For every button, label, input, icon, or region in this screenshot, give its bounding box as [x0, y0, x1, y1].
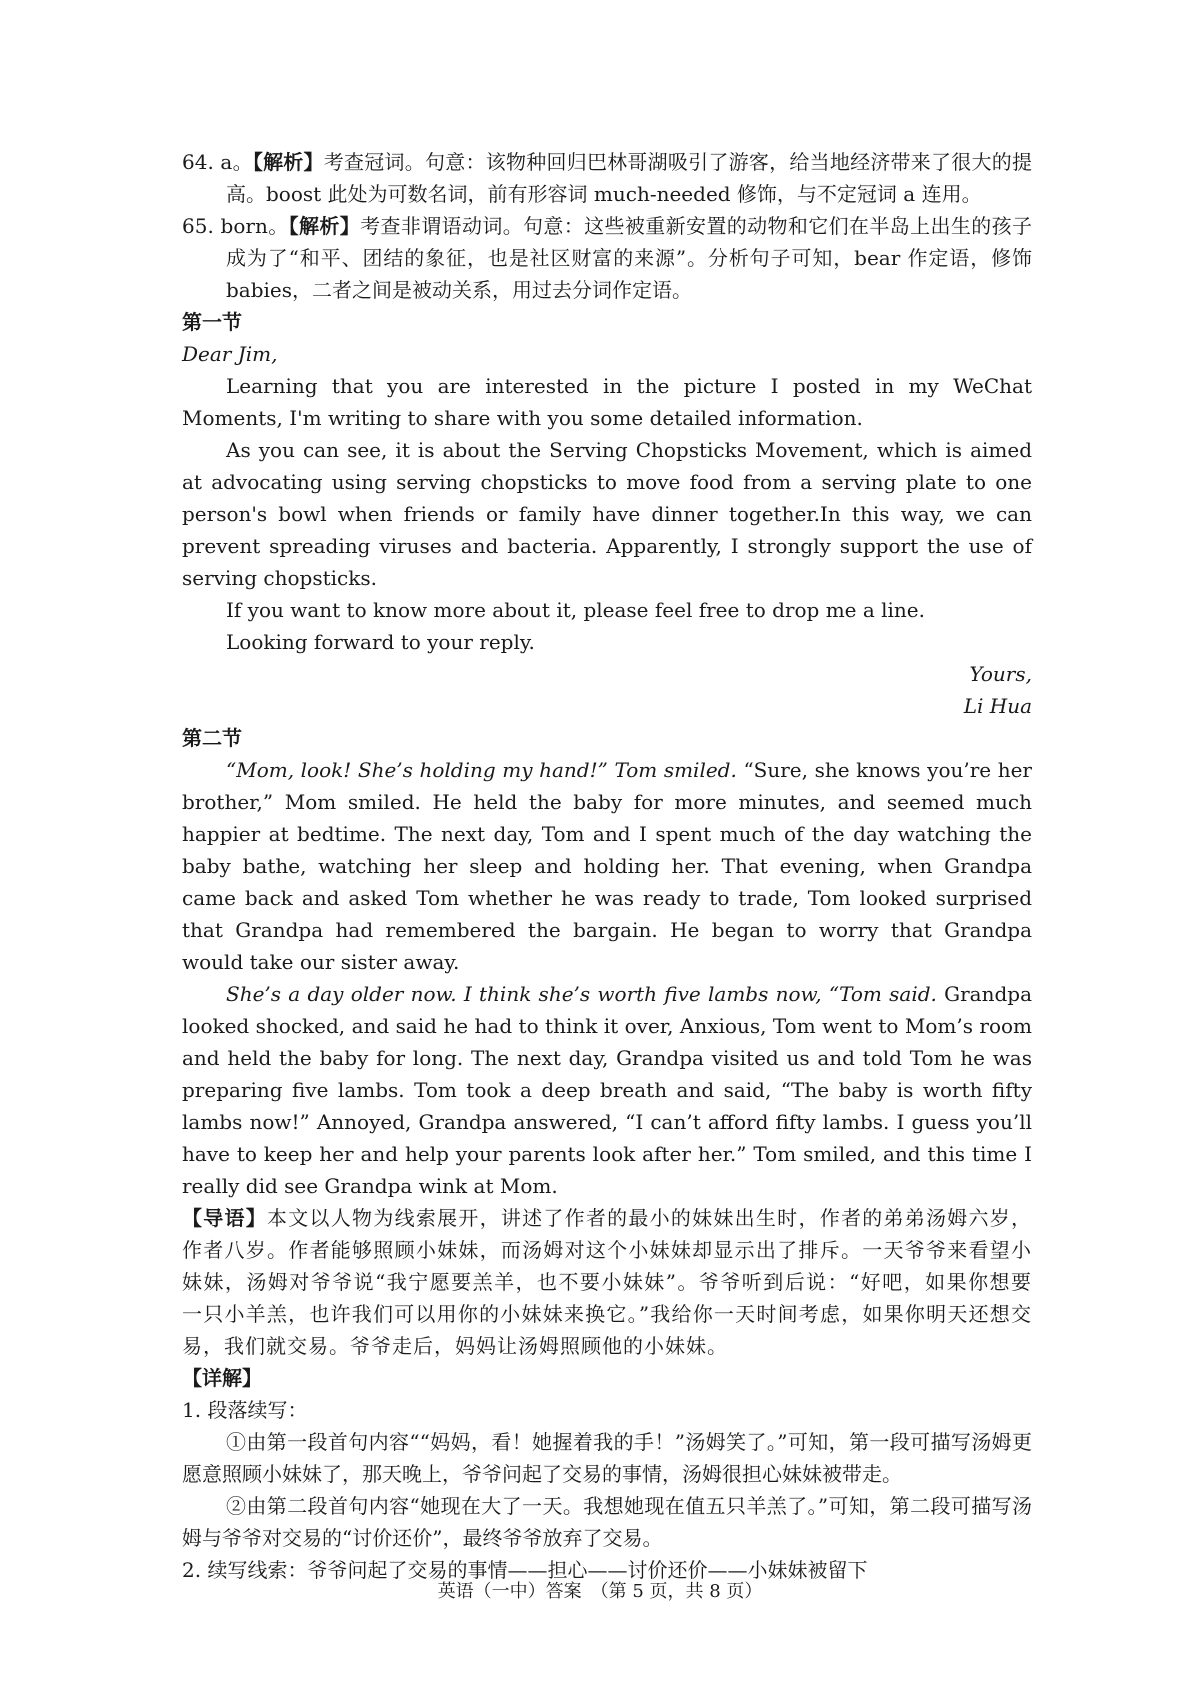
detail-point-1-title: 1. 段落续写：	[182, 1398, 308, 1422]
detail-point-2: 2. 续写线索：爷爷问起了交易的事情——担心——讨价还价——小妹妹被留下	[182, 1558, 868, 1582]
letter-paragraph: If you want to know more about it, please feel free to drop me a line.	[226, 598, 926, 622]
section2-heading: 第二节	[182, 726, 242, 750]
guide-text: 本文以人物为线索展开，讲述了作者的最小的妹妹出生时，作者的弟弟汤姆六岁，作者八岁。作者能够照顾小妹妹，而汤姆对这个小妹妹却显示出了排斥。一天爷爷来看望小妹妹，汤姆对爷爷说“我宁愿要羔羊，也不要小妹妹”。爷爷听到后说：“好吧，如果你想要一只小羊羔，也许我们可以用你的小妹妹来换它。”我给你一天时间考虑，如果你明天还想交易，我们就交易。爷爷走后，妈妈让汤姆照顾他的小妹妹。	[182, 1206, 1033, 1358]
guide-paragraph	[182, 1202, 1032, 1362]
letter-salutation: Dear Jim,	[182, 342, 278, 366]
story-paragraph-2	[182, 978, 1032, 1202]
analysis-tag: 【解析】	[288, 214, 361, 238]
answer-number: 65. born。	[182, 214, 289, 238]
analysis-text: 考查冠词。句意：该物种回归巴林哥湖吸引了游客，给当地经济带来了很大的提高。boost 此处为可数名词，前有形容词 much-needed 修饰，与不定冠词 a 连用。	[226, 150, 1033, 206]
story-opening-sentence: She’s a day older now. I think she’s worth five lambs now, “Tom said.	[226, 982, 937, 1006]
page-content	[182, 146, 1032, 1586]
detail-tag: 【详解】	[182, 1366, 262, 1390]
story-opening-sentence: “Mom, look! She’s holding my hand!” Tom smiled.	[226, 758, 737, 782]
story-body: Grandpa looked shocked, and said he had to think it over, Anxious, Tom went to Mom’s room and held the baby for long. The next day, Grandpa visited us and told Tom he was preparing five lambs. Tom took a deep breath and said, “The baby is worth fifty lambs now!” Annoyed, Grandpa answered, “I can’t afford fifty lambs. I guess you’ll have to keep her and help your parents look after her.” Tom smiled, and this time I really did see Grandpa wink at Mom.	[182, 982, 1032, 1198]
answer-item-64	[182, 146, 1032, 210]
letter-closing: Yours,	[969, 662, 1032, 686]
letter-paragraph: As you can see, it is about the Serving Chopsticks Movement, which is aimed at advocating using serving chopsticks to move food from a serving plate to one person's bowl when friends or family have dinner together.In this way, we can prevent spreading viruses and bacteria. Apparently, I strongly support the use of serving chopsticks.	[182, 438, 1032, 590]
answer-item-65	[182, 210, 1032, 306]
letter-paragraph: Looking forward to your reply.	[226, 630, 535, 654]
letter-signature: Li Hua	[963, 694, 1032, 718]
story-body: “Sure, she knows you’re her brother,” Mom smiled. He held the baby for more minutes, and seemed much happier at bedtime. The next day, Tom and I spent much of the day watching the baby bathe, watching her sleep and holding her. That evening, when Grandpa came back and asked Tom whether he was ready to trade, Tom looked surprised that Grandpa had remembered the bargain. He began to worry that Grandpa would take our sister away.	[182, 758, 1032, 974]
analysis-tag: 【解析】	[252, 150, 324, 174]
section1-heading: 第一节	[182, 310, 242, 334]
analysis-text: 考查非谓语动词。句意：这些被重新安置的动物和它们在半岛上出生的孩子成为了“和平、团结的象征，也是社区财富的来源”。分析句子可知，bear 作定语，修饰 babies，二者之间是被动关系，用过去分词作定语。	[226, 214, 1033, 302]
story-paragraph-1	[182, 754, 1032, 978]
letter-paragraph: Learning that you are interested in the picture I posted in my WeChat Moments, I'm writing to share with you some detailed information.	[182, 374, 1032, 430]
guide-tag: 【导语】	[182, 1206, 268, 1230]
answer-number: 64. a。	[182, 150, 253, 174]
detail-point-1a: ①由第一段首句内容““妈妈，看！她握着我的手！”汤姆笑了。”可知，第一段可描写汤姆更愿意照顾小妹妹了，那天晚上，爷爷问起了交易的事情，汤姆很担心妹妹被带走。	[182, 1430, 1032, 1486]
page-footer: 英语（一中）答案 （第 5 页，共 8 页）	[437, 1581, 763, 1602]
detail-point-1b: ②由第二段首句内容“她现在大了一天。我想她现在值五只羊羔了。”可知，第二段可描写汤姆与爷爷对交易的“讨价还价”，最终爷爷放弃了交易。	[182, 1494, 1032, 1550]
